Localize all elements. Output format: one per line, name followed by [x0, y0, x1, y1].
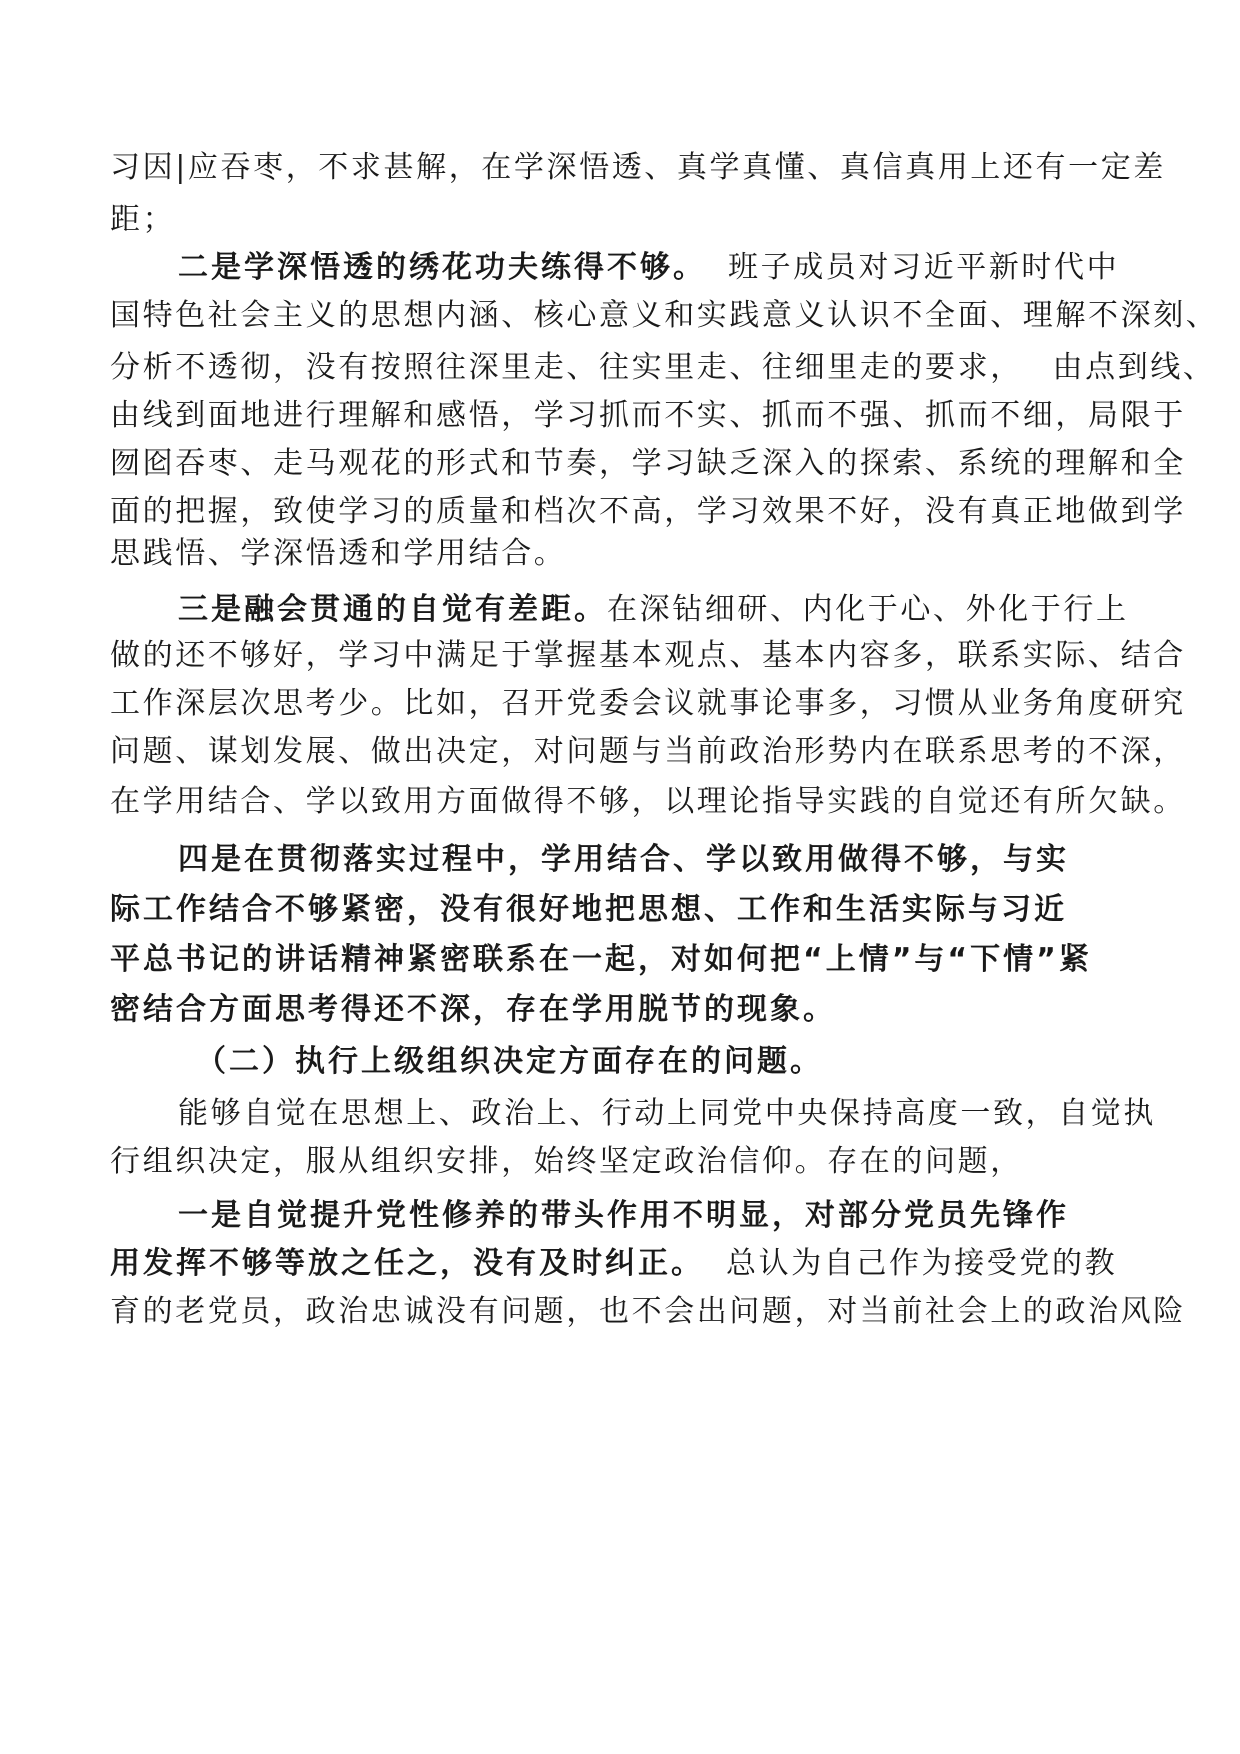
text-line: 思践悟、学深悟透和学用结合。: [110, 536, 567, 571]
bold-text-line: 际工作结合不够紧密，没有很好地把思想、工作和生活实际与习近: [110, 892, 1067, 927]
text-line: 工作深层次思考少。比如，召开党委会议就事论事多，习惯从业务角度研究: [110, 686, 1186, 721]
section-heading: （二）执行上级组织决定方面存在的问题。: [196, 1044, 823, 1079]
bold-text-line: 密结合方面思考得还不深，存在学用脱节的现象。: [110, 992, 836, 1027]
paragraph-text: 总认为自己作为接受党的教: [726, 1246, 1118, 1281]
paragraph-line: [178, 248, 1119, 288]
text-line: 做的还不够好，学习中满足于掌握基本观点、基本内容多，联系实际、结合: [110, 638, 1186, 673]
text-line: 囫囵吞枣、走马观花的形式和节奏，学习缺乏深入的探索、系统的理解和全: [110, 446, 1186, 481]
paragraph-line: [178, 590, 1129, 630]
text-line: 在学用结合、学以致用方面做得不够，以理论指导实践的自觉还有所欠缺。: [110, 784, 1186, 819]
text-line: 国特色社会主义的思想内涵、核心意义和实践意义认识不全面、理解不深刻、: [110, 298, 1219, 333]
text-line: 分析不透彻，没有按照往深里走、往实里走、往细里走的要求， 由点到线、: [110, 350, 1216, 385]
paragraph-text: 班子成员对习近平新时代中: [728, 250, 1120, 285]
text-line: 问题、谋划发展、做出决定，对问题与当前政治形势内在联系思考的不深，: [110, 734, 1186, 769]
bold-text-line: 一是自觉提升党性修养的带头作用不明显，对部分党员先锋作: [178, 1198, 1069, 1233]
paragraph-heading: 用发挥不够等放之任之，没有及时纠正。: [110, 1246, 704, 1281]
text-line: 距；: [110, 202, 176, 237]
bold-text-line: 四是在贯彻落实过程中，学用结合、学以致用做得不够，与实: [178, 842, 1069, 877]
paragraph-heading: 二是学深悟透的绣花功夫练得不够。: [178, 250, 706, 285]
text-line: 由线到面地进行理解和感悟，学习抓而不实、抓而不强、抓而不细，局限于: [110, 398, 1186, 433]
bold-text-line: 平总书记的讲话精神紧密联系在一起，对如何把“上情”与“下情”紧: [110, 942, 1092, 977]
text-line: 习因|应吞枣，不求甚解，在学深悟透、真学真懂、真信真用上还有一定差: [110, 150, 1166, 185]
paragraph-line: [110, 1244, 1117, 1284]
text-line: 行组织决定，服从组织安排，始终坚定政治信仰。存在的问题，: [110, 1144, 1023, 1179]
text-line: 育的老党员，政治忠诚没有问题，也不会出问题，对当前社会上的政治风险: [110, 1294, 1186, 1329]
text-line: 能够自觉在思想上、政治上、行动上同党中央保持高度一致，自觉执: [178, 1096, 1156, 1131]
text-line: 面的把握，致使学习的质量和档次不高，学习效果不好，没有真正地做到学: [110, 494, 1186, 529]
paragraph-text: 在深钻细研、内化于心、外化于行上: [607, 592, 1129, 627]
paragraph-heading: 三是融会贯通的自觉有差距。: [178, 592, 607, 627]
